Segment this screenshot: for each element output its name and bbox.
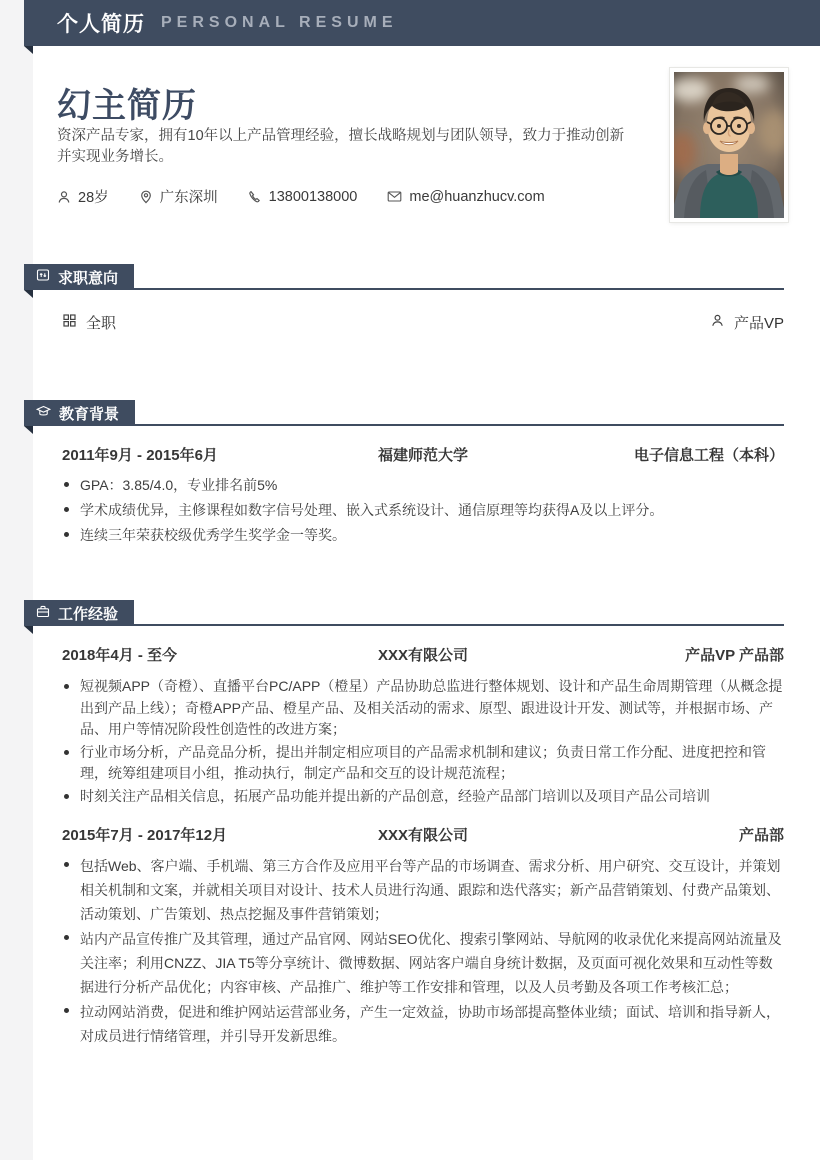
id-card-icon (36, 268, 50, 286)
list-item: 拉动网站消费，促进和维护网站运营部业务，产生一定效益，协助市场部提高整体业绩；面试、培训和指导新人，对成员进行情绪管理，并引导开发新思维。 (62, 1000, 784, 1048)
list-item: GPA：3.85/4.0，专业排名前5% (62, 474, 784, 497)
list-item: 短视频APP（奇橙）、直播平台PC/APP（橙星）产品协助总监进行整体规划、设计和产品生命周期管理（从概念提出到产品上线）；奇橙APP产品、橙星产品、及相关活动的需求、原型、跟进设计开发、测试等，并根据市场、产品、用户等情况阶段性创造性的改进方案； (62, 676, 784, 741)
phone-value: 13800138000 (268, 188, 358, 205)
person-icon (57, 190, 71, 204)
job-title-item (710, 312, 784, 333)
section-divider (24, 288, 784, 290)
section-title: 教育背景 (59, 405, 120, 423)
education-school: 福建师范大学 (377, 447, 468, 464)
grid-icon (62, 313, 77, 332)
profile-summary: 资深产品专家，拥有10年以上产品管理经验，擅长战略规划与团队领导，致力于推动创新并实现业务增长。 (57, 128, 625, 166)
email-item (387, 189, 544, 205)
job-entry-header (62, 824, 784, 845)
education-bullet-list (62, 474, 784, 549)
section-divider (24, 424, 784, 426)
email-value: me@huanzhucv.com (409, 188, 545, 205)
list-item: 包括Web、客户端、手机端、第三方合作及应用平台等产品的市场调查、需求分析、用户研究、交互设计，并策划相关机制和文案，并就相关项目对设计、技术人员进行沟通、跟踪和迭代落实；新产品营销策划、付费产品策划、活动策划、广告策划、热点挖掘及事件营销策划； (62, 854, 784, 926)
section-tab-experience (24, 600, 134, 626)
section-divider (24, 624, 784, 626)
profile-photo (670, 68, 788, 222)
job-title-value: 产品VP (733, 315, 784, 332)
list-item: 站内产品宣传推广及其管理，通过产品官网、网站SEO优化、搜索引擎网站、导航网的收录优化来提高网站流量及关注率；利用CNZZ、JIA T5等分享统计、微博数据、网站客户端自身统计数据，及页面可视化效果和互动性等数据进行分析产品优化；内容审核、产品推广、维护等工作安排和管理，以及人员考勤及各项工作考核汇总； (62, 927, 784, 999)
page-header-ribbon (24, 0, 820, 46)
location-item (139, 186, 218, 207)
intention-row (62, 312, 784, 333)
page-subtitle: PERSONAL RESUME (161, 14, 398, 31)
phone-icon (248, 190, 262, 204)
person-badge-icon (710, 313, 725, 332)
job-bullet-list (62, 676, 784, 808)
education-entry-header (62, 444, 784, 465)
envelope-icon (387, 190, 402, 203)
contact-row (57, 186, 545, 207)
education-period: 2011年9月 - 2015年6月 (62, 447, 218, 464)
job-role: 产品部 (738, 827, 784, 844)
graduation-cap-icon (36, 405, 51, 422)
job-company: XXX有限公司 (377, 827, 468, 844)
job-period: 2015年7月 - 2017年12月 (62, 827, 228, 844)
section-tab-education (24, 400, 135, 426)
job-period: 2018年4月 - 至今 (62, 647, 178, 664)
age-item (57, 186, 109, 207)
list-item: 学术成绩优异，主修课程如数字信号处理、嵌入式系统设计、通信原理等均获得A及以上评分。 (62, 499, 784, 522)
age-value: 28岁 (78, 190, 109, 206)
list-item: 时刻关注产品相关信息，拓展产品功能并提出新的产品创意，经验产品部门培训以及项目产品公司培训 (62, 786, 784, 808)
job-company: XXX有限公司 (377, 647, 468, 664)
briefcase-icon (36, 605, 50, 622)
section-title: 求职意向 (58, 269, 119, 287)
job-type-value: 全职 (86, 315, 117, 332)
section-tab-intention (24, 264, 134, 290)
job-bullet-list (62, 854, 784, 1049)
list-item: 连续三年荣获校级优秀学生奖学金一等奖。 (62, 524, 784, 547)
page-left-margin (0, 0, 33, 1160)
location-value: 广东深圳 (159, 190, 218, 206)
map-pin-icon (139, 190, 153, 204)
section-title: 工作经验 (58, 605, 119, 623)
job-role: 产品VP 产品部 (685, 647, 784, 664)
job-entry-header (62, 644, 784, 665)
candidate-name: 幻主简历 (57, 87, 197, 125)
list-item: 行业市场分析，产品竞品分析，提出并制定相应项目的产品需求机制和建议；负责日常工作分配、进度把控和管理，统筹组建项目小组，推动执行，制定产品和交互的设计规范流程； (62, 742, 784, 785)
education-major: 电子信息工程（本科） (633, 447, 784, 464)
phone-item (248, 189, 358, 205)
page-title: 个人简历 (57, 13, 145, 36)
job-type-item (62, 312, 116, 333)
